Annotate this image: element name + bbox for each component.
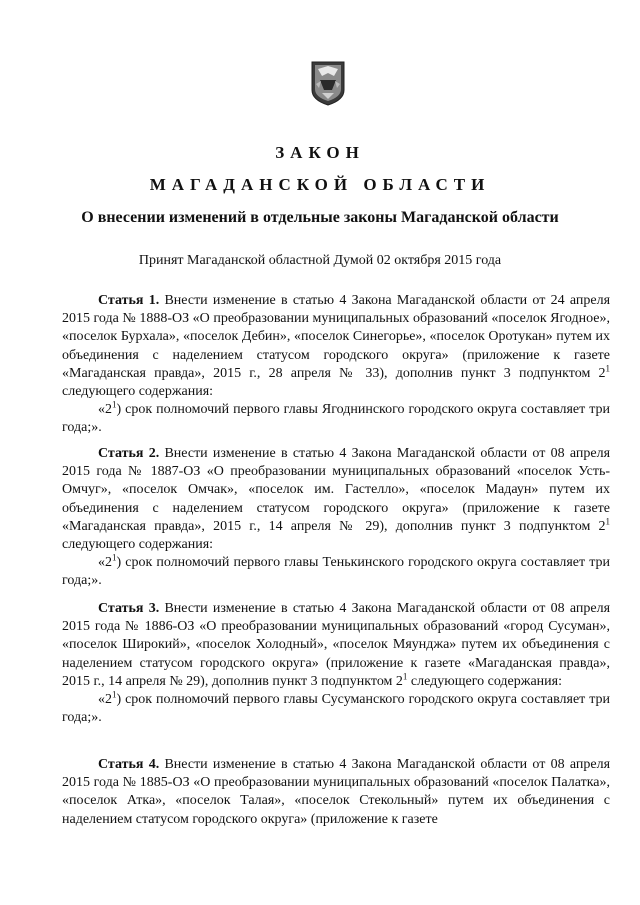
article-2 <box>62 445 610 591</box>
superscript: 1 <box>112 399 117 410</box>
article-1 <box>62 292 610 438</box>
article-quote <box>62 691 610 727</box>
superscript: 1 <box>605 516 610 527</box>
coat-of-arms-emblem <box>310 60 346 106</box>
quote-text: ) срок полномочий первого главы Сусуманского городского округа составляет три года;». <box>62 692 610 726</box>
article-title: Статья 4. <box>98 757 160 772</box>
superscript: 1 <box>112 552 117 563</box>
article-text: Внести изменение в статью 4 Закона Магаданской области от 08 апреля 2015 года № 1886-ОЗ «О преобразовании муниципальных образований «город Сусуман», «поселок Широкий», «поселок Холодный», «поселок Мяунджа» путем их объединения с наделением статусом городского округа» (приложение к газете «Магаданская правда», 2015 г., 14 апреля № 29), дополнив пункт 3 подпунктом 2 <box>62 601 611 689</box>
article-text-after: следующего содержания: <box>62 537 214 553</box>
article-quote <box>62 554 610 590</box>
article-title: Статья 1. <box>98 293 160 308</box>
law-title: ЗАКОН <box>275 143 365 162</box>
article-text: Внести изменение в статью 4 Закона Магаданской области от 08 апреля 2015 года № 1887-ОЗ «О преобразовании муниципальных образований «поселок Усть-Омчуг», «поселок Омчак», «поселок им. Гастелло», «поселок Мадаун» путем их объединения с наделением статусом городского округа» (приложение к газете «Магаданская правда», 2015 г., 14 апреля № 29), дополнив пункт 3 подпунктом 2 <box>62 446 611 534</box>
article-text-after: следующего содержания: <box>407 673 562 689</box>
quote-text: ) срок полномочий первого главы Тенькинского городского округа составляет три года;». <box>62 555 610 589</box>
article-text: Внести изменение в статью 4 Закона Магаданской области от 08 апреля 2015 года № 1885-ОЗ «О преобразовании муниципальных образований «поселок Палатка», «поселок Атка», «поселок Талая», «поселок Стекольный» путем их объединения с наделением статусом городского округа» (приложение к газете <box>62 757 611 827</box>
quote-open: «2 <box>98 692 112 708</box>
superscript: 1 <box>605 363 610 374</box>
article-paragraph <box>62 292 610 401</box>
superscript: 1 <box>402 671 408 682</box>
region-title: МАГАДАНСКОЙ ОБЛАСТИ <box>149 175 491 194</box>
article-3 <box>62 600 610 727</box>
law-subject: О внесении изменений в отдельные законы Магаданской области <box>81 209 559 226</box>
article-text-after: следующего содержания: <box>62 384 214 400</box>
article-paragraph <box>62 600 610 691</box>
article-quote <box>62 401 610 437</box>
article-title: Статья 2. <box>98 446 160 461</box>
article-paragraph <box>62 756 610 829</box>
article-title: Статья 3. <box>98 601 160 616</box>
quote-open: «2 <box>98 402 112 418</box>
article-4 <box>62 756 610 829</box>
article-paragraph <box>62 445 610 554</box>
quote-open: «2 <box>98 555 112 571</box>
adoption-line: Принят Магаданской областной Думой 02 октября 2015 года <box>138 253 502 268</box>
quote-text: ) срок полномочий первого главы Ягоднинского городского округа составляет три года;». <box>62 402 610 436</box>
article-text: Внести изменение в статью 4 Закона Магаданской области от 24 апреля 2015 года № 1888-ОЗ «О преобразовании муниципальных образований «поселок Ягодное», «поселок Бурхала», «поселок Дебин», «поселок Синегорье», «поселок Оротукан» путем их объединения с наделением статусом городского округа» (приложение к газете «Магаданская правда», 2015 г., 28 апреля № 33), дополнив пункт 3 подпунктом 2 <box>62 293 611 381</box>
superscript: 1 <box>112 689 117 700</box>
